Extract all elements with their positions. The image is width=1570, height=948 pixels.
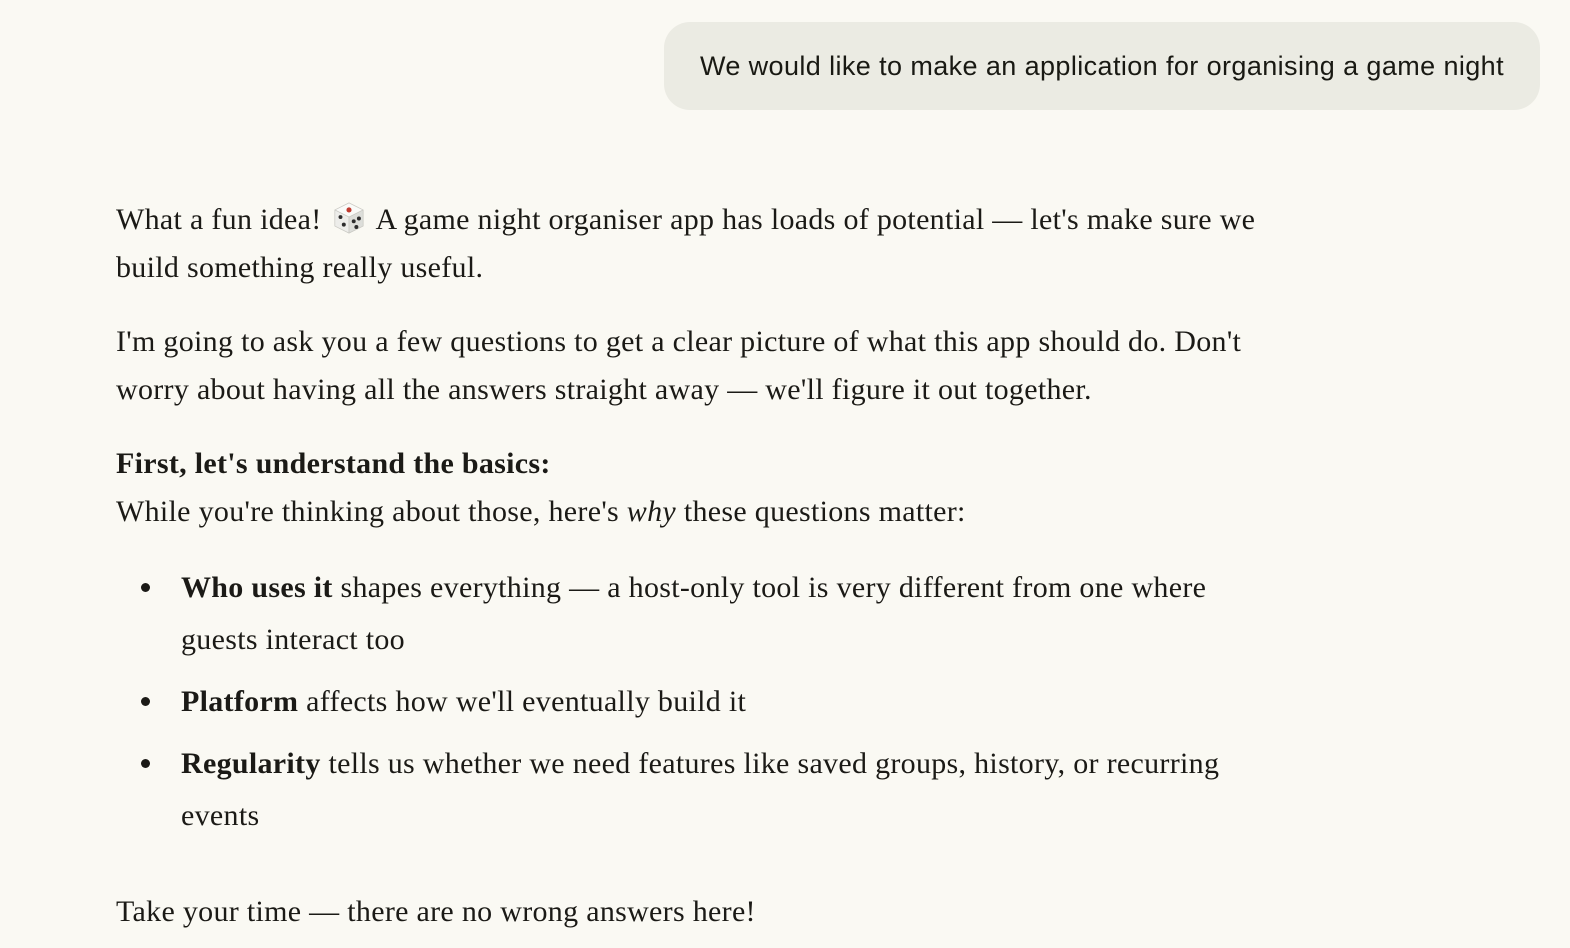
bold-text: Who uses it	[181, 571, 333, 604]
bullet-marker	[141, 759, 150, 768]
list-item	[116, 676, 1530, 728]
text-line	[116, 244, 1530, 292]
list-item-text	[181, 676, 1530, 728]
body-text: tells us whether we need features like saved groups, history, or recurring	[320, 747, 1220, 780]
bold-text: First, let's understand the basics:	[116, 447, 551, 480]
body-text: these questions matter:	[676, 495, 966, 528]
text-line	[181, 790, 1530, 842]
text-line	[181, 676, 1530, 728]
body-text: affects how we'll eventually build it	[298, 685, 747, 718]
assistant-message	[116, 196, 1530, 936]
bullet-marker	[141, 697, 150, 706]
bold-text: Regularity	[181, 747, 321, 780]
bold-text: Platform	[181, 685, 299, 718]
text-line	[116, 366, 1530, 414]
list-item-text	[181, 562, 1530, 666]
bullet-list	[116, 562, 1530, 842]
text-line	[116, 196, 1530, 244]
paragraph	[116, 196, 1530, 292]
text-line	[181, 738, 1530, 790]
body-text: A game night organiser app has loads of potential — let's make sure we	[375, 203, 1256, 236]
bullet-marker	[141, 583, 150, 592]
body-text: worry about having all the answers straight away — we'll figure it out together.	[116, 373, 1092, 406]
user-message-bubble	[664, 22, 1540, 110]
body-text: build something really useful.	[116, 251, 484, 284]
user-message-row	[0, 0, 1570, 110]
list-item	[116, 738, 1530, 842]
body-text: guests interact too	[181, 623, 405, 656]
list-item-text	[181, 738, 1530, 842]
text-line	[116, 888, 1530, 936]
body-text: shapes everything — a host-only tool is very different from one where	[332, 571, 1207, 604]
text-line	[181, 614, 1530, 666]
body-text: What a fun idea!	[116, 203, 330, 236]
text-line	[181, 562, 1530, 614]
list-item	[116, 562, 1530, 666]
user-message-text: We would like to make an application for organising a game night	[699, 51, 1504, 81]
paragraph	[116, 888, 1530, 936]
paragraph	[116, 318, 1530, 414]
game-die-icon	[332, 201, 366, 235]
body-text: While you're thinking about those, here's	[116, 495, 627, 528]
paragraph	[116, 440, 1530, 536]
body-text: Take your time — there are no wrong answers here!	[116, 895, 756, 928]
body-text: I'm going to ask you a few questions to get a clear picture of what this app should do. Don't	[116, 325, 1242, 358]
text-line	[116, 318, 1530, 366]
body-text: events	[181, 799, 260, 832]
text-line	[116, 440, 1530, 488]
text-line	[116, 488, 1530, 536]
italic-text: why	[626, 495, 677, 528]
